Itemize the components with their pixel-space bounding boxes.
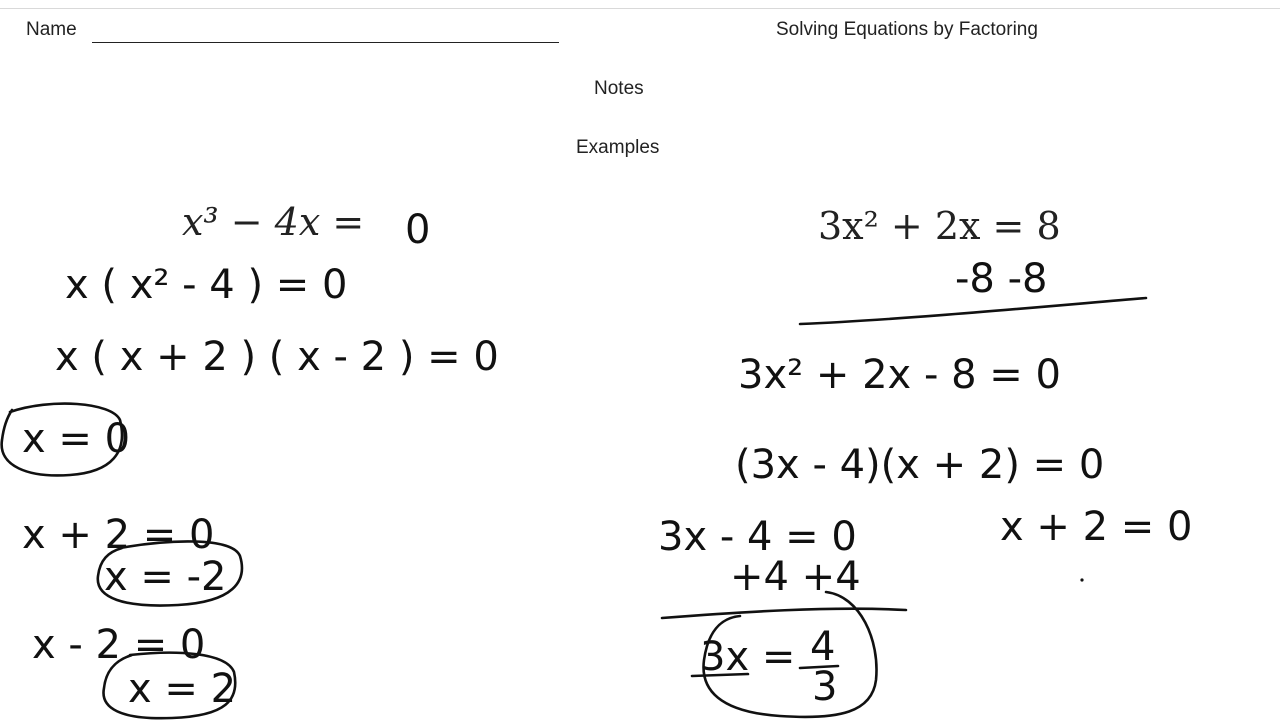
example2-result-left: 3x = <box>700 634 796 680</box>
example2-result-denominator: 3 <box>812 664 838 710</box>
example1-problem: x³ − 4x = <box>182 200 365 244</box>
solution-x-neg-2: x = -2 <box>104 554 227 600</box>
example2-add-4: +4 +4 <box>730 554 861 600</box>
stray-dot <box>1080 578 1083 581</box>
eq-x-plus-2: x + 2 = 0 <box>22 512 215 558</box>
example1-rhs-zero: 0 <box>405 207 431 253</box>
solution-x-0: x = 0 <box>22 416 131 462</box>
document-title: Solving Equations by Factoring <box>776 19 1038 40</box>
example2-subtract-8: -8 -8 <box>955 256 1048 302</box>
example2-eq-3x-minus-4: 3x - 4 = 0 <box>658 514 857 560</box>
solution-x-2: x = 2 <box>128 666 237 712</box>
example2-standard-form: 3x² + 2x - 8 = 0 <box>738 352 1061 398</box>
example2-rule-line-2 <box>662 609 906 618</box>
example2-problem: 3x² + 2x = 8 <box>818 204 1061 248</box>
name-label: Name <box>26 19 77 40</box>
example2-factored: (3x - 4)(x + 2) = 0 <box>735 442 1105 488</box>
example1-step-factor-x: x ( x² - 4 ) = 0 <box>65 262 348 308</box>
examples-heading: Examples <box>576 137 660 158</box>
example2-eq-x-plus-2: x + 2 = 0 <box>1000 504 1193 550</box>
eq-x-minus-2: x - 2 = 0 <box>32 622 206 668</box>
example2-result-numerator: 4 <box>810 624 836 670</box>
example1-step-factored: x ( x + 2 ) ( x - 2 ) = 0 <box>55 334 499 380</box>
notes-heading: Notes <box>594 78 644 99</box>
